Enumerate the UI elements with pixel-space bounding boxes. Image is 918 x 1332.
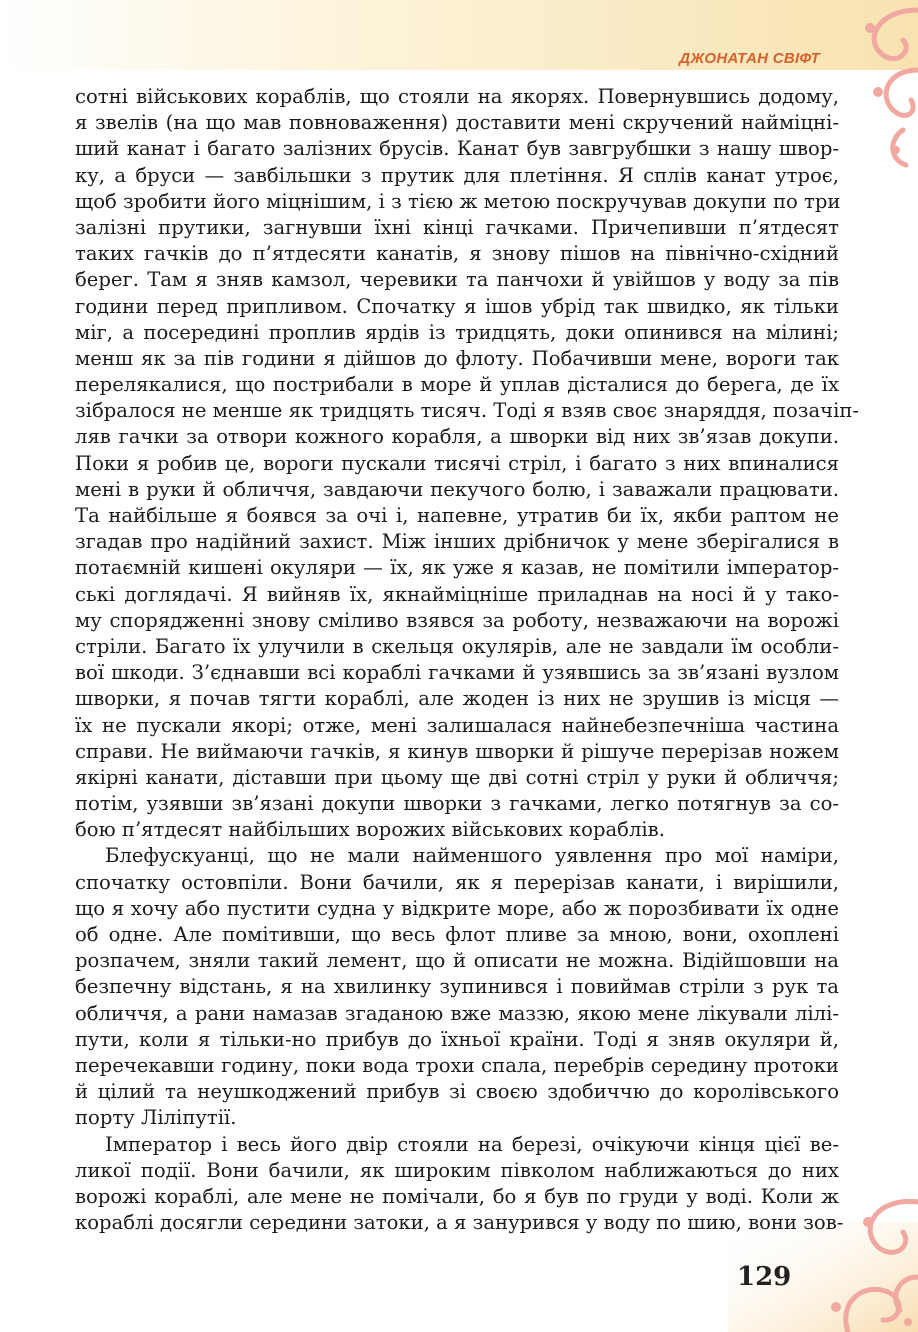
text-line: Блефускуанці, що не мали найменшого уявлення про мої наміри, — [105, 844, 839, 868]
text-line: справи. Не виймаючи гачків, я кинув шворки й рішуче перерізав ножем — [75, 739, 839, 763]
text-line: таких гачків до п’ятдесяти канатів, я знову пішов на північно-східний — [75, 242, 839, 266]
text-line: залізні прутики, загнувши їхні кінці гачками. Причепивши п’ятдесят — [75, 215, 839, 239]
text-line: шворки, я почав тягти кораблі, але жоден із них не зрушив із місця — — [75, 687, 839, 711]
text-line: ські доглядачі. Я вийняв їх, якнаймiцніше приладнав на носі й у тако- — [75, 582, 839, 606]
text-line: потаємній кишені окуляри — їх, як уже я казав, не помітили імператор- — [75, 556, 839, 580]
text-line: міг, а посередині проплив ярдів із тридцять, доки опинився на мілині; — [75, 320, 839, 344]
text-line: му спорядженні знову сміливо взявся за роботу, незважаючи на ворожі — [75, 608, 839, 632]
text-line: зібралося не менше як тридцять тисяч. Тоді я взяв своє знаряддя, позачіп- — [75, 399, 860, 423]
page-number: 129 — [737, 1262, 792, 1292]
text-line: об одне. Але помітивши, що весь флот пливе за мною, вони, охоплені — [75, 923, 839, 946]
text-line: щоб зробити його міцнішим, і з тією ж метою поскручував докупи по три — [75, 189, 841, 213]
text-line: Імператор і весь його двір стояли на березі, очікуючи кінця цієї ве- — [105, 1132, 839, 1156]
text-line: обличчя, а рани намазав згаданою вже маззю, якою мене лікували лілі- — [75, 1001, 839, 1025]
text-line: потім, узявши зв’язані докупи шворки з гачками, легко потягнув за со- — [75, 792, 839, 816]
text-line: й цілий та неушкоджений прибув зі своєю здобиччю до королівського — [75, 1080, 839, 1104]
text-line: ший канат і багато залізних брусів. Канат був завгрубшки з нашу швор- — [75, 137, 839, 161]
text-line: бою п’ятдесят найбільших ворожих військових кораблів. — [75, 818, 665, 842]
text-line: їх не пускали якорі; отже, мені залишалася найнебезпечніша частина — [75, 713, 839, 737]
text-line: вої шкоди. З’єднавши всі кораблі гачками й узявшись за зв’язані вузлом — [75, 661, 839, 685]
text-line: перелякалися, що пострибали в море й уплав дісталися до берега, де їх — [75, 373, 839, 397]
text-line: мені в руки й обличчя, завдаючи пекучого болю, і заважали працювати. — [75, 477, 839, 501]
text-line: берег. Там я зняв камзол, черевики та панчохи й увійшов у воду за пів — [75, 268, 839, 292]
text-line: ку, а бруси — завбільшки з прутик для плетіння. Я сплів канат утроє, — [75, 163, 839, 187]
text-line: я звелів (на що мав повноваження) доставити мені скручений найміцні- — [75, 111, 839, 135]
text-line: Та найбільше я боявся за очі і, напевне, утратив би їх, якби раптом не — [75, 504, 839, 527]
text-line: пути, коли я тільки-но прибув до їхньої країни. Тоді я зняв окуляри й, — [75, 1027, 839, 1051]
text-line: сотні військових кораблів, що стояли на якорях. Повернувшись додому, — [75, 85, 839, 108]
text-line: ликої події. Вони бачили, як широким півколом наближаються до них — [75, 1158, 839, 1182]
text-line: менш як за пів години я дійшов до флоту. Побачивши мене, вороги так — [75, 346, 839, 370]
text-line: перечекавши годину, поки вода трохи спала, перебрів середину протоки — [75, 1053, 839, 1077]
body-text — [75, 84, 860, 1236]
text-line: години перед припливом. Спочатку я ішов убрід так швидко, як тільки — [75, 294, 839, 318]
text-line: безпечну відстань, я на хвилинку зупинився і повиймав стріли з рук та — [75, 975, 839, 999]
text-line: згадав про надійний захист. Між інших дрібничок у мене зберігалися в — [75, 530, 839, 554]
running-head: ДЖОНАТАН СВІФТ — [679, 50, 820, 67]
text-line: стріли. Багато їх улучили в скельця окулярів, але не завдали їм особли- — [75, 634, 839, 658]
text-line: що я хочу або пустити судна у відкрите море, або ж порозбивати їх одне — [75, 896, 839, 920]
text-line: Поки я робив це, вороги пускали тисячі стріл, і багато з них впиналися — [75, 451, 839, 475]
text-line: розпачем, зняли такий лемент, що й описати не можна. Відійшовши на — [75, 949, 839, 973]
text-line: ляв гачки за отвори кожного корабля, а шворки від них зв’язав докупи. — [75, 425, 839, 449]
text-line: порту Ліліпутії. — [75, 1106, 237, 1130]
text-line: ворожі кораблі, але мене не помічали, бо я був по груди у воді. Коли ж — [75, 1184, 839, 1208]
text-line: кораблі досягли середини затоки, а я занурився у воду по шию, вони зов- — [75, 1211, 844, 1235]
text-line: спочатку остовпіли. Вони бачили, як я перерізав канати, і вирішили, — [75, 870, 839, 894]
text-line: якірні канати, діставши при цьому ще дві сотні стріл у руки й обличчя; — [75, 765, 839, 789]
